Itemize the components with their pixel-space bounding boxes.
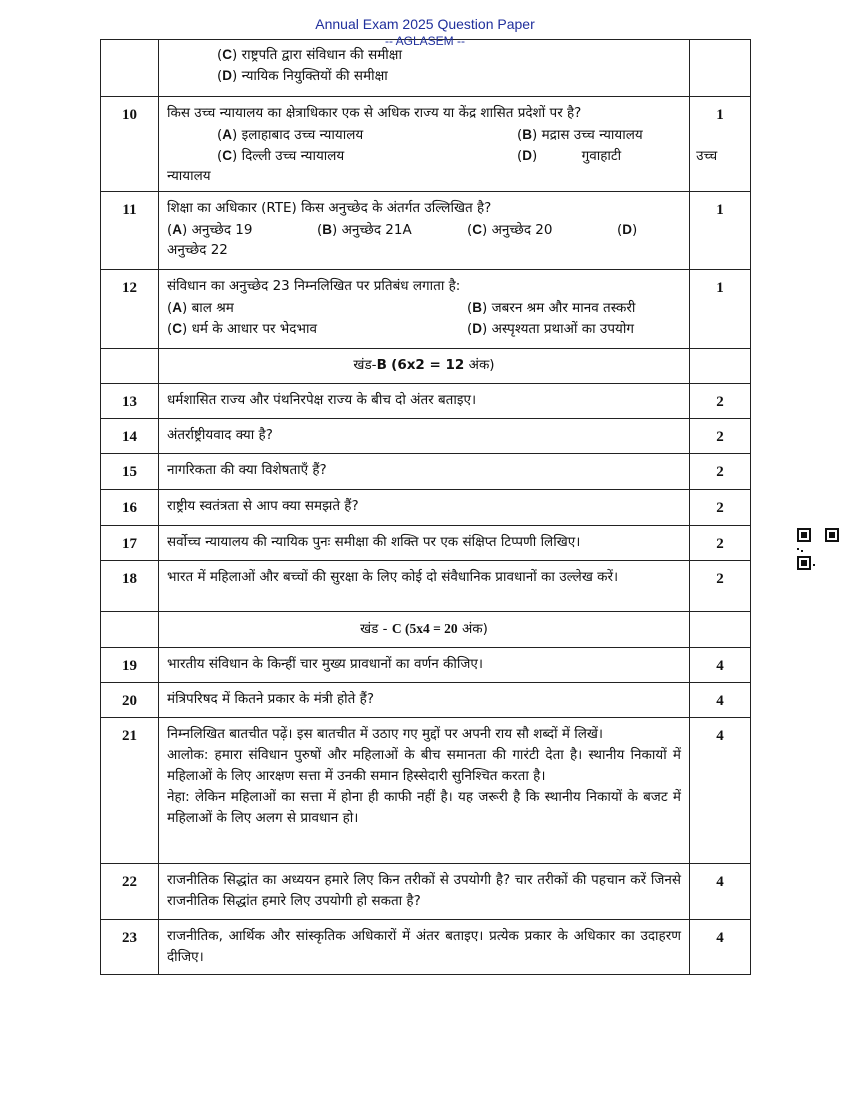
table-row: 11 शिक्षा का अधिकार (RTE) किस अनुच्छेद के अंतर्गत उल्लिखित है? (A) अनुच्छेद 19 (B) अनुच्छेद 21A (C) अनुच्छेद 20 (D) अनुच्छेद 22 1 (101, 192, 751, 270)
question-number: 11 (101, 192, 159, 270)
question-text: धर्मशासित राज्य और पंथनिरपेक्ष राज्य के बीच दो अंतर बताइए। (167, 392, 477, 408)
question-number: 23 (101, 920, 159, 975)
option-d: अस्पृश्यता प्रथाओं का उपयोग (491, 321, 634, 337)
marks: 4 (690, 920, 751, 975)
section-heading-row (101, 612, 751, 648)
option-b: जबरन श्रम और मानव तस्करी (491, 300, 636, 316)
marks: 1 (690, 192, 751, 270)
option-d: न्यायिक नियुक्तियों की समीक्षा (241, 68, 388, 84)
marks: 4 (690, 683, 751, 718)
marks: 2 (690, 384, 751, 419)
question-text: राजनीतिक सिद्धांत का अध्ययन हमारे लिए किन तरीकों से उपयोगी है? चार तरीकों की पहचान करें जिनसे राजनीतिक सिद्धांत हमारे लिए उपयोगी हो सकता है? (167, 872, 681, 909)
table-row (101, 864, 751, 920)
marks: 2 (690, 454, 751, 490)
question-text: मंत्रिपरिषद में कितने प्रकार के मंत्री होते हैं? (167, 691, 374, 707)
table-row (101, 683, 751, 718)
option-c: राष्ट्रपति द्वारा संविधान की समीक्षा (241, 47, 402, 63)
table-row: (C) राष्ट्रपति द्वारा संविधान की समीक्षा (D) न्यायिक नियुक्तियों की समीक्षा (101, 40, 751, 97)
question-text: शिक्षा का अधिकार (RTE) किस अनुच्छेद के अंतर्गत उल्लिखित है? (167, 200, 492, 216)
question-table (100, 39, 751, 975)
marks: 4 (690, 648, 751, 683)
table-row (101, 454, 751, 490)
question-number: 20 (101, 683, 159, 718)
question-number: 19 (101, 648, 159, 683)
option-a: इलाहाबाद उच्च न्यायालय (241, 127, 364, 143)
question-number: 18 (101, 561, 159, 612)
option-a: बाल श्रम (191, 300, 234, 316)
option-c: दिल्ली उच्च न्यायालय (241, 148, 345, 164)
question-number: 14 (101, 419, 159, 454)
table-row (101, 561, 751, 612)
question-text: भारत में महिलाओं और बच्चों की सुरक्षा के लिए कोई दो संवैधानिक प्रावधानों का उल्लेख करें। (167, 569, 619, 585)
question-number: 13 (101, 384, 159, 419)
question-text: भारतीय संविधान के किन्हीं चार मुख्य प्रावधानों का वर्णन कीजिए। (167, 656, 483, 672)
option-c: अनुच्छेद 20 (491, 222, 553, 238)
table-row (101, 648, 751, 683)
section-b-heading: खंड-B (6x2 = 12 अंक) (159, 349, 690, 384)
marks: 2 (690, 526, 751, 561)
marks: 2 (690, 561, 751, 612)
table-row (101, 419, 751, 454)
dialogue-alok: आलोक: हमारा संविधान पुरुषों और महिलाओं के बीच समानता की गारंटी देता है। स्थानीय निकायों में महिलाओं के लिए आरक्षण सत्ता में उनकी समान हिस्सेदारी सुनिश्चित करता है। (167, 747, 681, 784)
table-row: 12 संविधान का अनुच्छेद 23 निम्नलिखित पर प्रतिबंध लगाता है: (A) बाल श्रम (B) जबरन श्रम और मानव तस्करी (C) धर्म के आधार पर भेदभाव (D) अस्पृश्यता प्रथाओं का उपयोग 1 (101, 270, 751, 349)
question-text: राजनीतिक, आर्थिक और सांस्कृतिक अधिकारों में अंतर बताइए। प्रत्येक प्रकार के अधिकार का उदाहरण दीजिए। (167, 928, 681, 965)
option-a: अनुच्छेद 19 (191, 222, 253, 238)
question-number: 16 (101, 490, 159, 526)
table-row (101, 384, 751, 419)
section-c-heading: खंड - C (5x4 = 20 अंक) (159, 612, 690, 648)
table-row (101, 490, 751, 526)
table-row (101, 718, 751, 864)
section-heading-row (101, 349, 751, 384)
question-number: 15 (101, 454, 159, 490)
marks: 1 (690, 97, 751, 192)
watermark: -- AGLASEM -- (384, 34, 465, 48)
question-number: 12 (101, 270, 159, 349)
table-row (101, 920, 751, 975)
table-row (101, 526, 751, 561)
option-d: गुवाहाटी (581, 148, 622, 164)
question-number: 17 (101, 526, 159, 561)
table-row: 10 किस उच्च न्यायालय का क्षेत्राधिकार एक से अधिक राज्य या केंद्र शासित प्रदेशों पर है? (A) इलाहाबाद उच्च न्यायालय (B) मद्रास उच्च न्यायालय (C) दिल्ली उच्च न्यायालय (D) गुवाहाटी उच्च न्यायालय 1 (101, 97, 751, 192)
page-header-title: Annual Exam 2025 Question Paper (315, 16, 535, 32)
marks: 4 (690, 718, 751, 864)
question-number: 22 (101, 864, 159, 920)
question-number: 10 (101, 97, 159, 192)
question-text: अंतर्राष्ट्रीयवाद क्या है? (167, 427, 273, 443)
option-c: धर्म के आधार पर भेदभाव (191, 321, 317, 337)
marks: 1 (690, 270, 751, 349)
qr-code (797, 528, 839, 570)
option-b: अनुच्छेद 21A (341, 222, 412, 238)
marks: 2 (690, 490, 751, 526)
question-number: 21 (101, 718, 159, 864)
option-d: अनुच्छेद 22 (167, 242, 228, 258)
marks: 2 (690, 419, 751, 454)
question-text: किस उच्च न्यायालय का क्षेत्राधिकार एक से अधिक राज्य या केंद्र शासित प्रदेशों पर है? (167, 105, 582, 121)
question-text: राष्ट्रीय स्वतंत्रता से आप क्या समझते हैं? (167, 498, 359, 514)
dialogue-neha: नेहा: लेकिन महिलाओं का सत्ता में होना ही काफी नहीं है। यह जरूरी है कि स्थानीय निकायों के बजट में महिलाओं के लिए अलग से प्रावधान हो। (167, 789, 681, 826)
option-b: मद्रास उच्च न्यायालय (541, 127, 643, 143)
question-text: संविधान का अनुच्छेद 23 निम्नलिखित पर प्रतिबंध लगाता है: (167, 278, 461, 294)
question-text: सर्वोच्च न्यायालय की न्यायिक पुनः समीक्षा की शक्ति पर एक संक्षिप्त टिप्पणी लिखिए। (167, 534, 581, 550)
marks: 4 (690, 864, 751, 920)
question-text: नागरिकता की क्या विशेषताएँ हैं? (167, 462, 327, 478)
question-text: निम्नलिखित बातचीत पढ़ें। इस बातचीत में उठाए गए मुद्दों पर अपनी राय सौ शब्दों में लिखें। (167, 726, 604, 742)
